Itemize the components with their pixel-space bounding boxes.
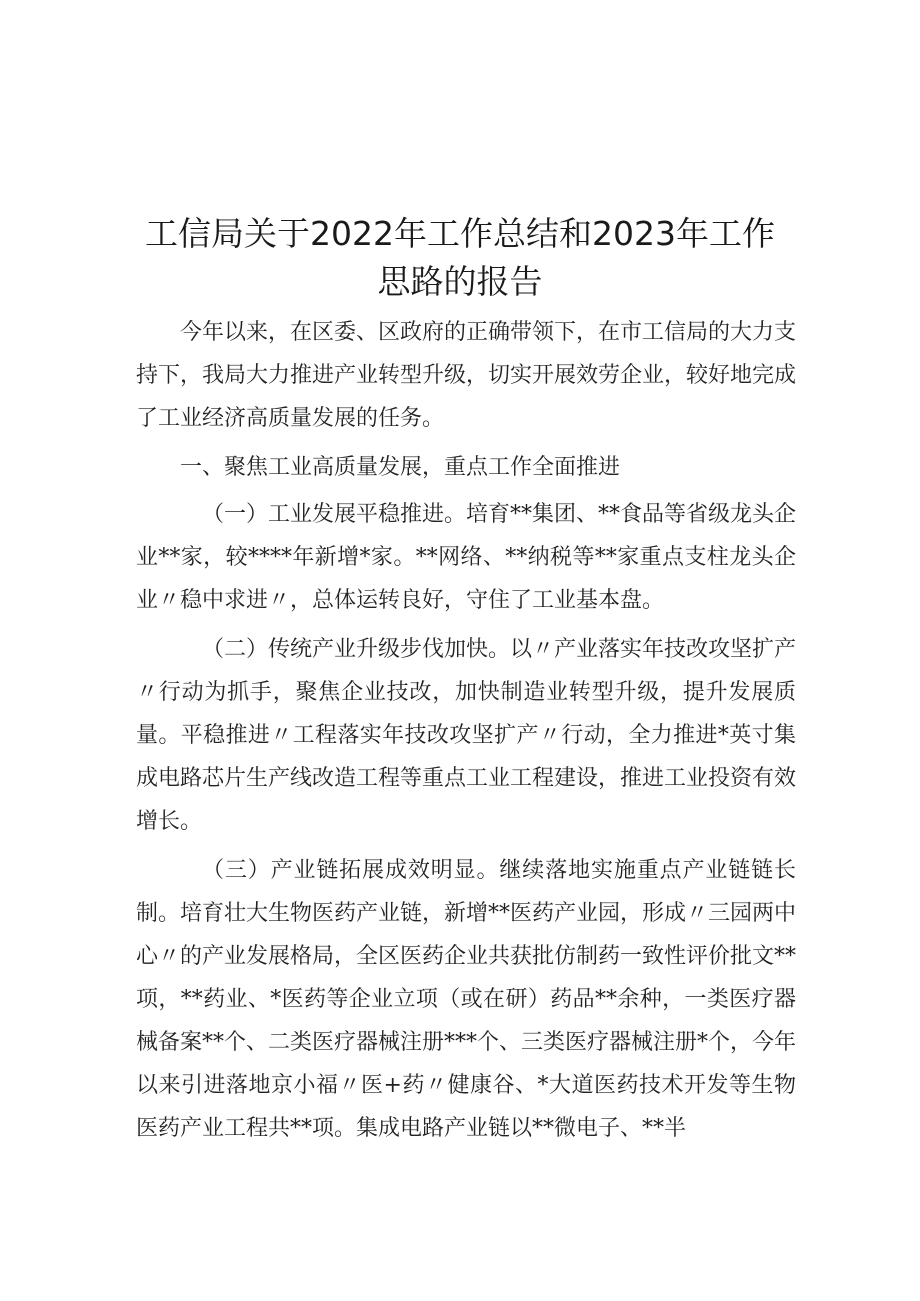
title-line-1: 工信局关于2022年工作总结和2023年工作 bbox=[145, 214, 775, 253]
intro-paragraph: 今年以来，在区委、区政府的正确带领下，在市工信局的大力支持下，我局大力推进产业转型升级，切实开展效劳企业，较好地完成了工业经济高质量发展的任务。 bbox=[136, 320, 797, 431]
item-paragraph-2: （二）传统产业升级步伐加快。以〃产业落实年技改攻坚扩产〃行动为抓手，聚焦企业技改，加快制造业转型升级，提升发展质量。平稳推进〃工程落实年技改攻坚扩产〃行动，全力推进*英寸集成电路芯片生产线改造工程等重点工业工程建设，推进工业投资有效增长。 bbox=[136, 637, 797, 834]
document-title bbox=[120, 210, 800, 306]
section-heading: 一、聚焦工业高质量发展，重点工作全面推进 bbox=[180, 455, 621, 480]
item-paragraph-3: （三）产业链拓展成效明显。继续落地实施重点产业链链长制。培育壮大生物医药产业链，新增**医药产业园，形成〃三园两中心〃的产业发展格局，全区医药企业共获批仿制药一致性评价批文**项，**药业、*医药等企业立项（或在研）药品**余种，一类医疗器械备案**个、二类医疗器械注册***个、三类医疗器械注册*个，今年以来引进落地京小福〃医+药〃健康谷、*大道医药技术开发等生物医药产业工程共**项。集成电路产业链以**微电子、**半 bbox=[136, 858, 797, 1141]
title-line-2: 思路的报告 bbox=[377, 262, 543, 301]
document-body bbox=[136, 311, 796, 1150]
item-paragraph-1: （一）工业发展平稳推进。培育**集团、**食品等省级龙头企业**家，较****年新增*家。**网络、**纳税等**家重点支柱龙头企业〃稳中求进〃，总体运转良好，守住了工业基本盘。 bbox=[136, 502, 797, 613]
